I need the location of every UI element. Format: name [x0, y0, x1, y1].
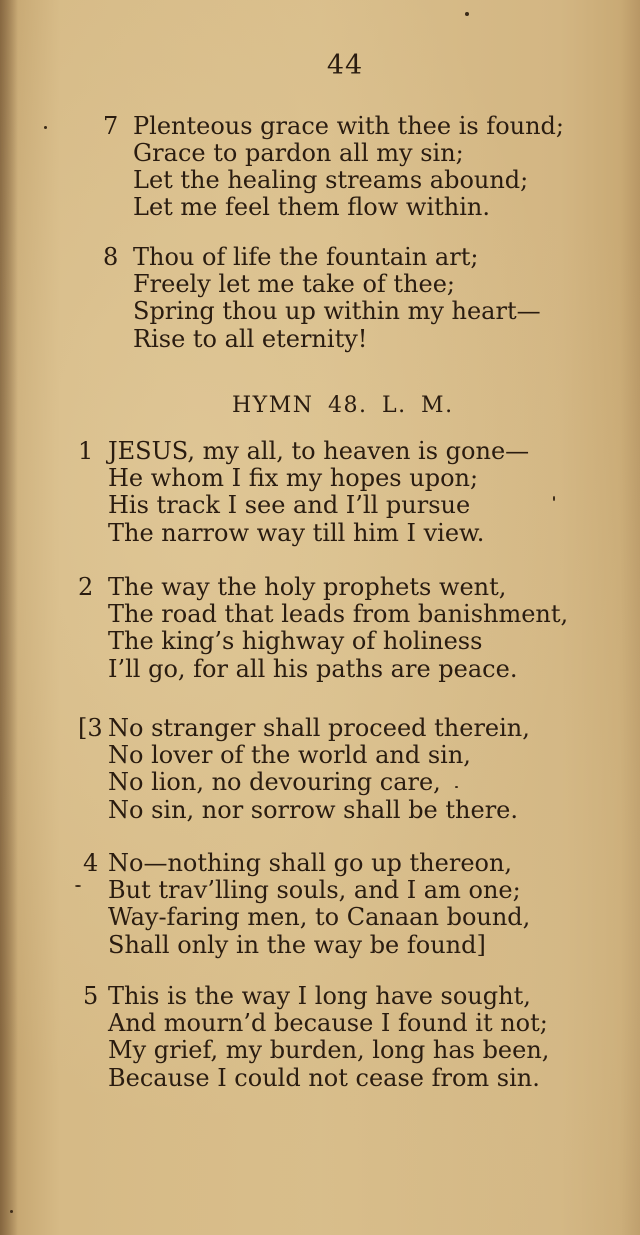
verse-number: 5 [83, 982, 99, 1010]
verse-line: JESUS, my all, to heaven is gone— [108, 437, 530, 465]
verse-line: His track I see and I’ll pursue [108, 491, 471, 519]
verse-line: Let the healing streams abound; [133, 166, 529, 194]
verse-line: Way-faring men, to Canaan bound, [108, 903, 531, 931]
verse-line: The road that leads from banishment, [108, 600, 569, 628]
verse-line: No lover of the world and sin, [108, 741, 471, 769]
verse-number: 8 [103, 243, 119, 271]
verse-line: The king’s highway of holiness [108, 627, 483, 655]
verse-line: Let me feel them flow within. [133, 193, 490, 221]
ink-speck [465, 12, 469, 16]
hymn-heading: HYMN 48. L. M. [232, 393, 454, 418]
verse-line: No stranger shall proceed therein, [108, 714, 530, 742]
verse-number: 4 [83, 849, 99, 877]
verse-line: Because I could not cease from sin. [108, 1064, 540, 1092]
ink-speck [75, 885, 81, 887]
verse-line: Plenteous grace with thee is found; [133, 112, 565, 140]
verse-number: 2 [78, 573, 94, 601]
verse-line: He whom I fix my hopes upon; [108, 464, 479, 492]
verse-line: This is the way I long have sought, [108, 982, 531, 1010]
verse-line: I’ll go, for all his paths are peace. [108, 655, 518, 683]
verse-line: The way the holy prophets went, [108, 573, 507, 601]
verse-line: My grief, my burden, long has been, [108, 1036, 550, 1064]
verse-line: No lion, no devouring care, [108, 768, 441, 796]
verse-number: [3 [78, 714, 103, 742]
ink-speck [10, 1210, 13, 1213]
verse-line: Freely let me take of thee; [133, 270, 456, 298]
verse-line: Thou of life the fountain art; [133, 243, 479, 271]
verse-line: No sin, nor sorrow shall be there. [108, 796, 518, 824]
verse-line: Shall only in the way be found] [108, 931, 486, 959]
ink-speck [455, 786, 458, 788]
verse-line: But trav’lling souls, and I am one; [108, 876, 521, 904]
verse-line: No—nothing shall go up thereon, [108, 849, 513, 877]
ink-speck [553, 496, 555, 501]
verse-line: Rise to all eternity! [133, 325, 368, 353]
verse-number: 1 [78, 437, 94, 465]
verse-number: 7 [103, 112, 119, 140]
ink-speck [44, 126, 47, 129]
page-number: 44 [326, 50, 364, 81]
verse-line: Grace to pardon all my sin; [133, 139, 464, 167]
verse-line: The narrow way till him I view. [108, 519, 485, 547]
verse-line: Spring thou up within my heart— [133, 297, 541, 325]
verse-line: And mourn’d because I found it not; [108, 1009, 548, 1037]
